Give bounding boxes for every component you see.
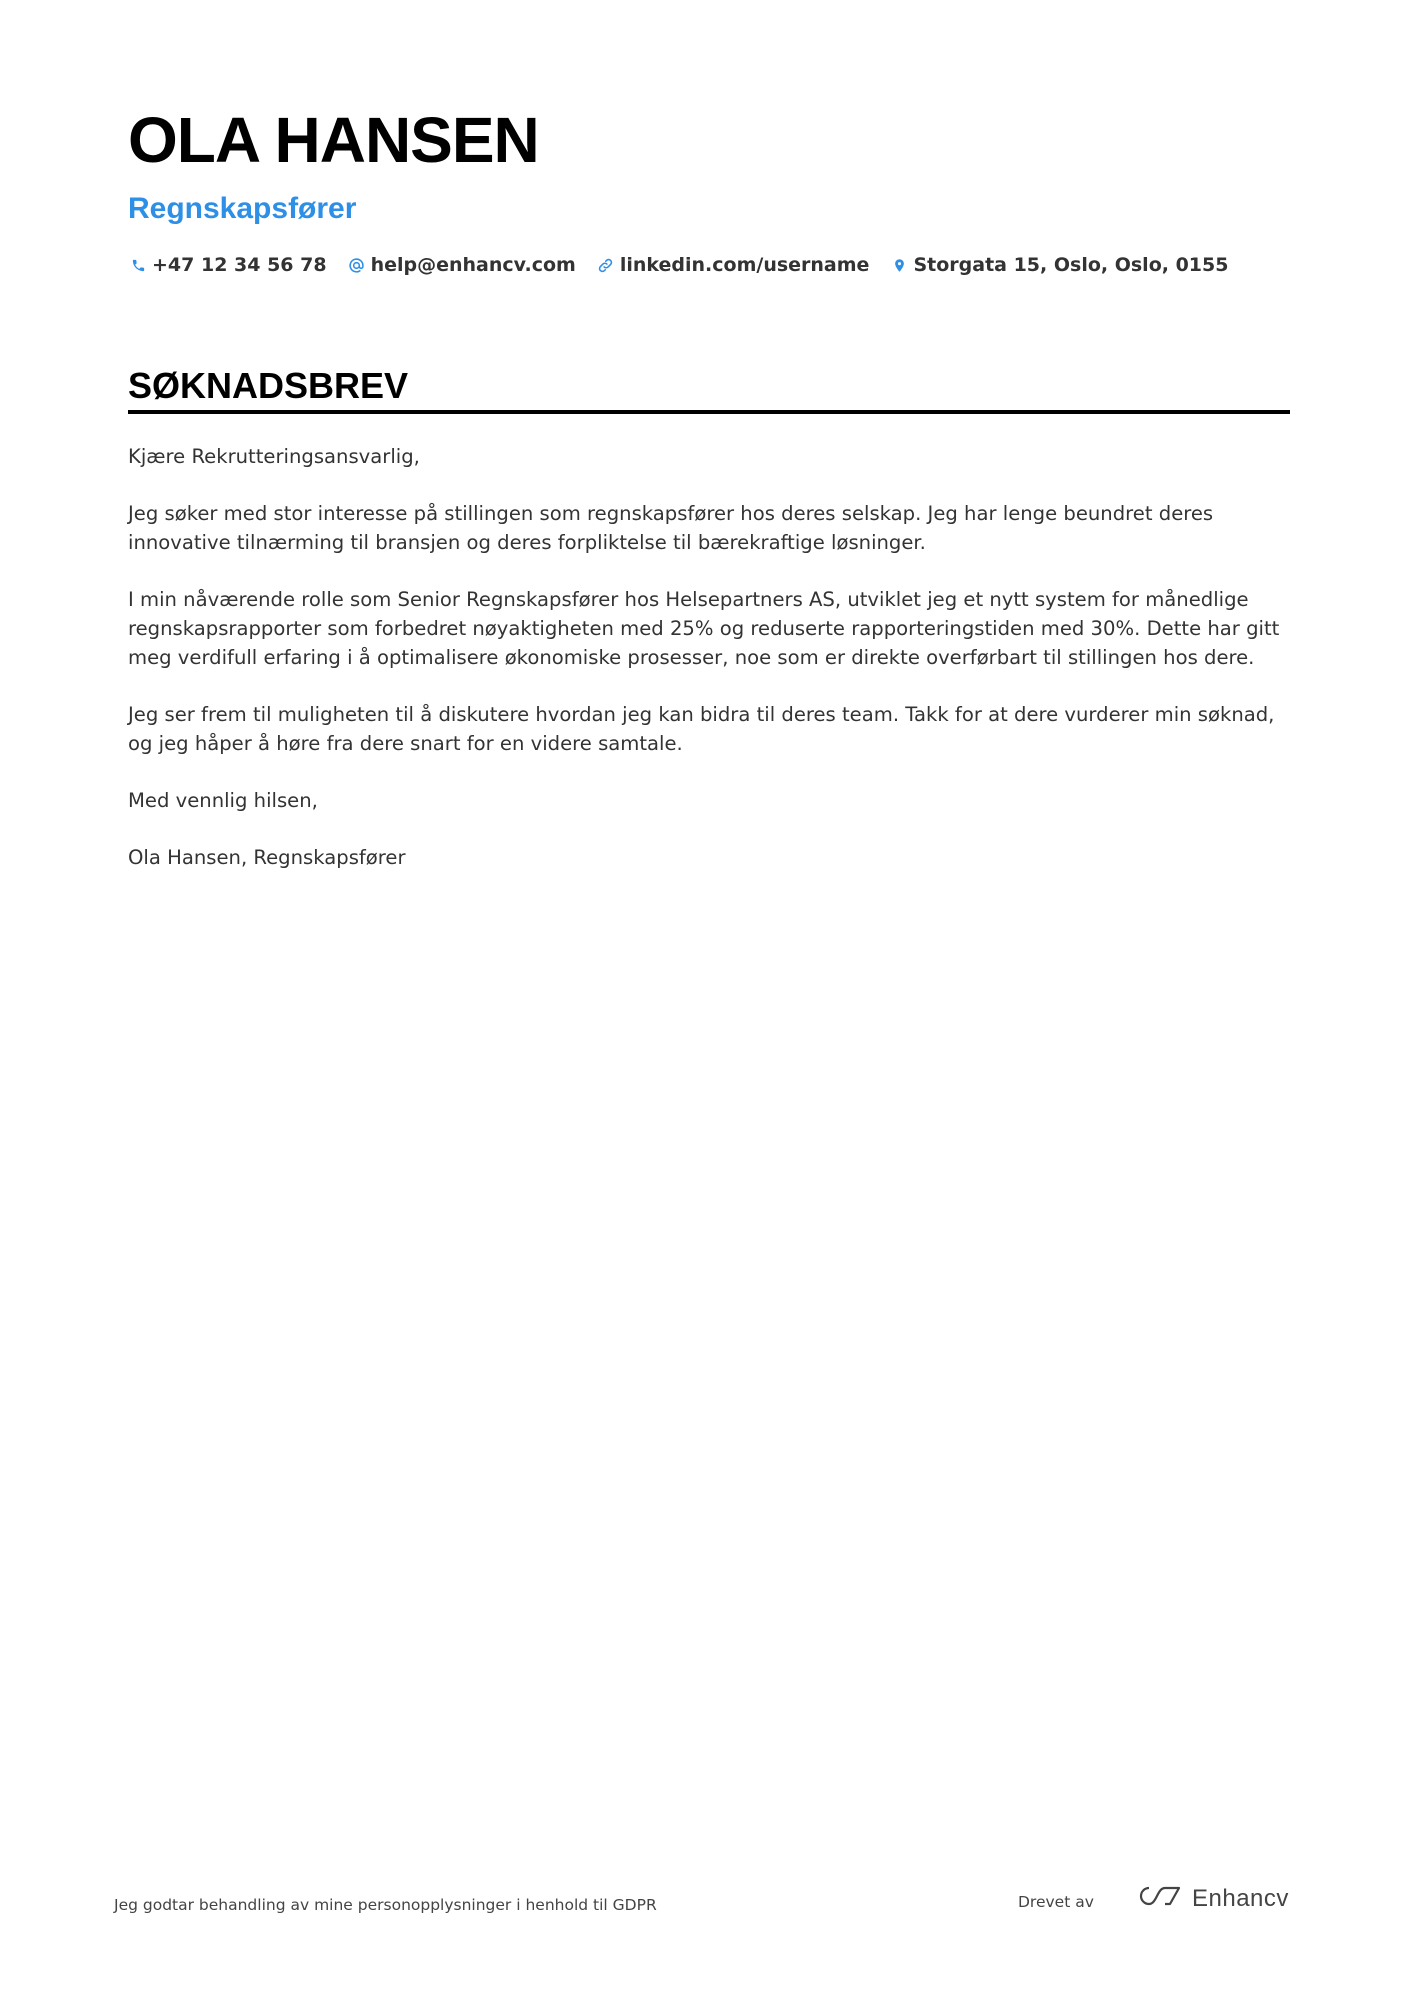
contact-email-text: help@enhancv.com <box>370 254 576 276</box>
applicant-title: Regnskapsfører <box>128 192 357 225</box>
enhancv-logo[interactable] <box>1138 1884 1289 1913</box>
contact-address-text: Storgata 15, Oslo, Oslo, 0155 <box>913 254 1229 276</box>
phone-icon <box>128 255 148 275</box>
contact-phone[interactable] <box>128 254 327 276</box>
salutation: Kjære Rekrutteringsansvarlig, <box>128 445 420 468</box>
contact-email[interactable] <box>347 254 576 276</box>
signature: Ola Hansen, Regnskapsfører <box>128 846 406 869</box>
letter-paragraph: I min nåværende rolle som Senior Regnskapsfører hos Helsepartners AS, utviklet jeg et nytt system for månedlige regnskapsrapporter som forbedret nøyaktigheten med 25% og reduserte rapporteringstiden med 30%. Dette har gitt meg verdifull erfaring i å optimalisere økonomiske prosesser, noe som er direkte overførbart til stillingen hos dere. <box>128 588 1280 669</box>
contact-address <box>889 254 1228 276</box>
letter-paragraph: Jeg ser frem til muligheten til å diskutere hvordan jeg kan bidra til deres team. Takk for at dere vurderer min søknad, og jeg håper å høre fra dere snart for en videre samtale. <box>128 703 1275 755</box>
letter-paragraph: Jeg søker med stor interesse på stillingen som regnskapsfører hos deres selskap. Jeg har lenge beundret deres innovative tilnærming til bransjen og deres forpliktelse til bærekraftige løsninger. <box>128 502 1214 554</box>
contact-linkedin-text: linkedin.com/username <box>619 254 870 276</box>
powered-by-label: Drevet av <box>1018 1893 1094 1911</box>
applicant-name: OLA HANSEN <box>128 104 539 176</box>
location-pin-icon <box>889 255 909 275</box>
contact-bar <box>128 254 1248 276</box>
link-icon <box>596 255 616 275</box>
enhancv-wordmark: Enhancv <box>1192 1884 1289 1912</box>
at-icon <box>347 255 367 275</box>
contact-phone-text: +47 12 34 56 78 <box>152 254 327 276</box>
gdpr-consent: Jeg godtar behandling av mine personopplysninger i henhold til GDPR <box>114 1896 657 1914</box>
contact-linkedin[interactable] <box>596 254 870 276</box>
section-divider <box>128 410 1290 414</box>
section-heading: SØKNADSBREV <box>128 365 409 406</box>
enhancv-mark-icon <box>1138 1884 1184 1913</box>
closing: Med vennlig hilsen, <box>128 789 318 812</box>
letter-body <box>128 442 1290 900</box>
